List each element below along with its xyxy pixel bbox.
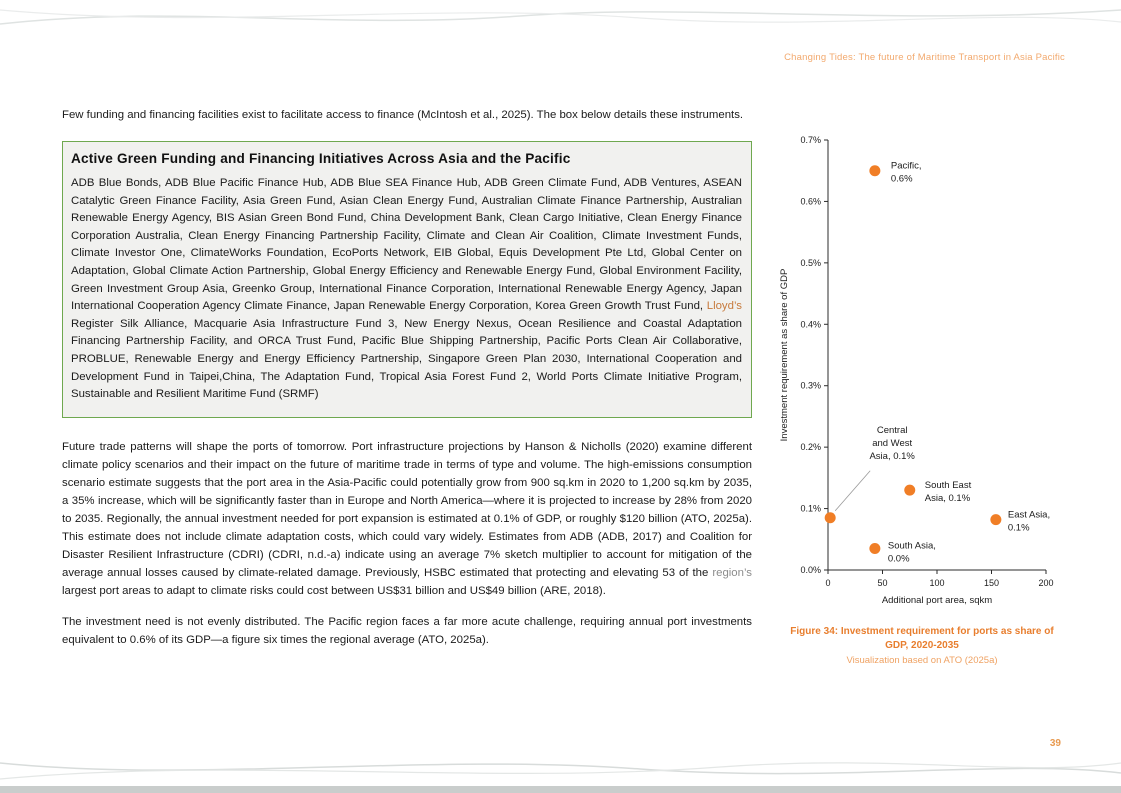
page-number: 39 (1049, 738, 1061, 749)
chart-label-pacific: 0.6% (890, 173, 913, 185)
text-segment: Future trade patterns will shape the ports of tomorrow. Port infrastructure projections by Hanson & Nicholls (2020) examine different climate policy scenarios and their impact on the future of maritime trade in terms of type and volume. The high-emissions consumption scenario estimate suggests that the port area in the Asia-Pacific could potentially grow from 900 sq.km in 2020 to 1,200 sq.km by 2035, a 35% increase, which will be significantly faster than in Europe and North America—where it is projected to increase by 28% from 2020 to 2035. Regionally, the annual investment needed for port expansion is estimated at 0.1% of GDP, or roughly $120 billion (ATO, 2025a). This estimate does not include climate adaptation costs, which could vary widely. Estimates from ADB (ADB, 2017) and Coalition for Disaster Resilient Infrastructure (CDRI) (CDRI, n.d.-a) indicate using an average 7% sketch multiplier to account for mitigation of the average annual losses caused by climate-related damage. Previously, HSBC estimated that protecting and elevating 53 of the (62, 440, 752, 579)
y-tick-label: 0.5% (800, 257, 821, 268)
chart-label-south-asia: 0.0% (887, 553, 910, 565)
decorative-waves-top (0, 0, 1121, 34)
x-tick-label: 150 (983, 578, 1000, 588)
chart-point-east-asia (990, 514, 1001, 525)
chart-label-central-and-west-asia: Asia, 0.1% (869, 450, 915, 462)
chart-point-central-and-west-asia (825, 512, 836, 523)
box-title: Active Green Funding and Financing Initiatives Across Asia and the Pacific (71, 151, 571, 166)
y-tick-label: 0.0% (800, 565, 821, 575)
x-tick-label: 0 (825, 578, 831, 588)
chart-label-central-and-west-asia: Central (876, 424, 908, 436)
figure-caption: Figure 34: Investment requirement for ports as share of GDP, 2020-2035 (790, 626, 1054, 651)
text-segment: ADB Blue Bonds, ADB Blue Pacific Finance Hub, ADB Blue SEA Finance Hub, ADB Green Climate Fund, ADB Ventures, ASEAN Catalytic Green Finance Facility, Asia Green Fund, Asian Clean Energy Fund, Australian Climate Finance Partnership, Australian Renewable Energy Agency, BIS Asian Green Bond Fund, China Development Bank, Clean Cargo Initiative, Clean Energy Finance Corporation Australia, Clean Energy Financing Partnership Facility, Climate and Clean Air Coalition, Climate Investment Funds, Climate Investor One, ClimateWorks Foundation, EcoPorts Network, EIB Global, Equis Development Pte Ltd, Global Center on Adaptation, Global Climate Action Partnership, Global Energy Efficiency and Renewable Energy Fund, Global Environment Facility, Green Investment Group Asia, Greenko Group, International Finance Corporation, International Renewable Energy Agency, Japan International Cooperation Agency Climate Finance, Japan Renewable Energy Corporation, Korea Green Growth Trust Fund, (71, 177, 742, 313)
text-segment: region’s (712, 566, 752, 579)
x-tick-label: 50 (877, 578, 888, 588)
green-initiatives-box (62, 141, 752, 418)
chart-point-south-east-asia (904, 485, 915, 496)
text-segment: largest port areas to adapt to climate risks could cost between US$31 billion and US$49 billion (ARE, 2018). (62, 584, 606, 597)
trade-patterns-paragraph (62, 438, 752, 600)
x-tick-label: 100 (929, 578, 945, 588)
chart-point-pacific (869, 165, 880, 176)
chart-label-south-asia: South Asia, (887, 540, 936, 552)
y-tick-label: 0.3% (800, 380, 821, 391)
box-body-text (71, 175, 742, 404)
investment-distribution-paragraph: The investment need is not evenly distributed. The Pacific region faces a far more acute challenge, requiring annual port investments equivalent to 0.6% of its GDP—a figure six times the regional average (ATO, 2025a). (62, 615, 752, 646)
chart-point-south-asia (869, 543, 880, 554)
x-tick-label: 200 (1038, 578, 1054, 588)
y-axis-title: Investment requirement as share of GDP (779, 268, 790, 442)
intro-paragraph: Few funding and financing facilities exist to facilitate access to finance (McIntosh et al., 2025). The box below details these instruments. (62, 109, 744, 121)
figure-34-scatter-chart (776, 128, 1068, 606)
y-tick-label: 0.2% (800, 442, 821, 453)
y-tick-label: 0.1% (800, 503, 821, 514)
y-tick-label: 0.4% (800, 319, 821, 330)
figure-source-note: Visualization based on ATO (2025a) (846, 655, 998, 666)
main-text-column (62, 106, 752, 649)
running-header-title: Changing Tides: The future of Maritime Transport in Asia Pacific (784, 52, 1065, 63)
chart-label-pacific: Pacific, (890, 160, 922, 172)
leader-line-central-and-west-asia (835, 471, 870, 511)
chart-label-east-asia: 0.1% (1007, 522, 1030, 534)
chart-label-south-east-asia: South East (924, 480, 972, 492)
y-tick-label: 0.6% (800, 196, 821, 207)
chart-label-east-asia: East Asia, (1007, 509, 1051, 521)
decorative-waves-bottom (0, 749, 1121, 793)
text-segment: Register Silk Alliance, Macquarie Asia Infrastructure Fund 3, New Energy Nexus, Ocean Resilience and Coastal Adaptation Financing Partnership Facility, and ORCA Trust Fund, Pacific Blue Shipping Partnership, Pacific Ports Clean Air Collaborative, PROBLUE, Renewable Energy and Energy Efficiency Partnership, Singapore Green Plan 2030, International Cooperation and Development Fund in Taipei,China, The Adaptation Fund, Tropical Asia Forest Fund 2, World Ports Climate Initiative Program, Sustainable and Resilient Maritime Fund (SRMF) (71, 317, 742, 401)
text-segment: Lloyd’s (706, 300, 742, 313)
chart-label-south-east-asia: Asia, 0.1% (924, 493, 971, 505)
figure-34-column (776, 128, 1068, 666)
chart-label-central-and-west-asia: and West (872, 437, 913, 449)
x-axis-title: Additional port area, sqkm (881, 595, 993, 606)
y-tick-label: 0.7% (800, 135, 821, 145)
